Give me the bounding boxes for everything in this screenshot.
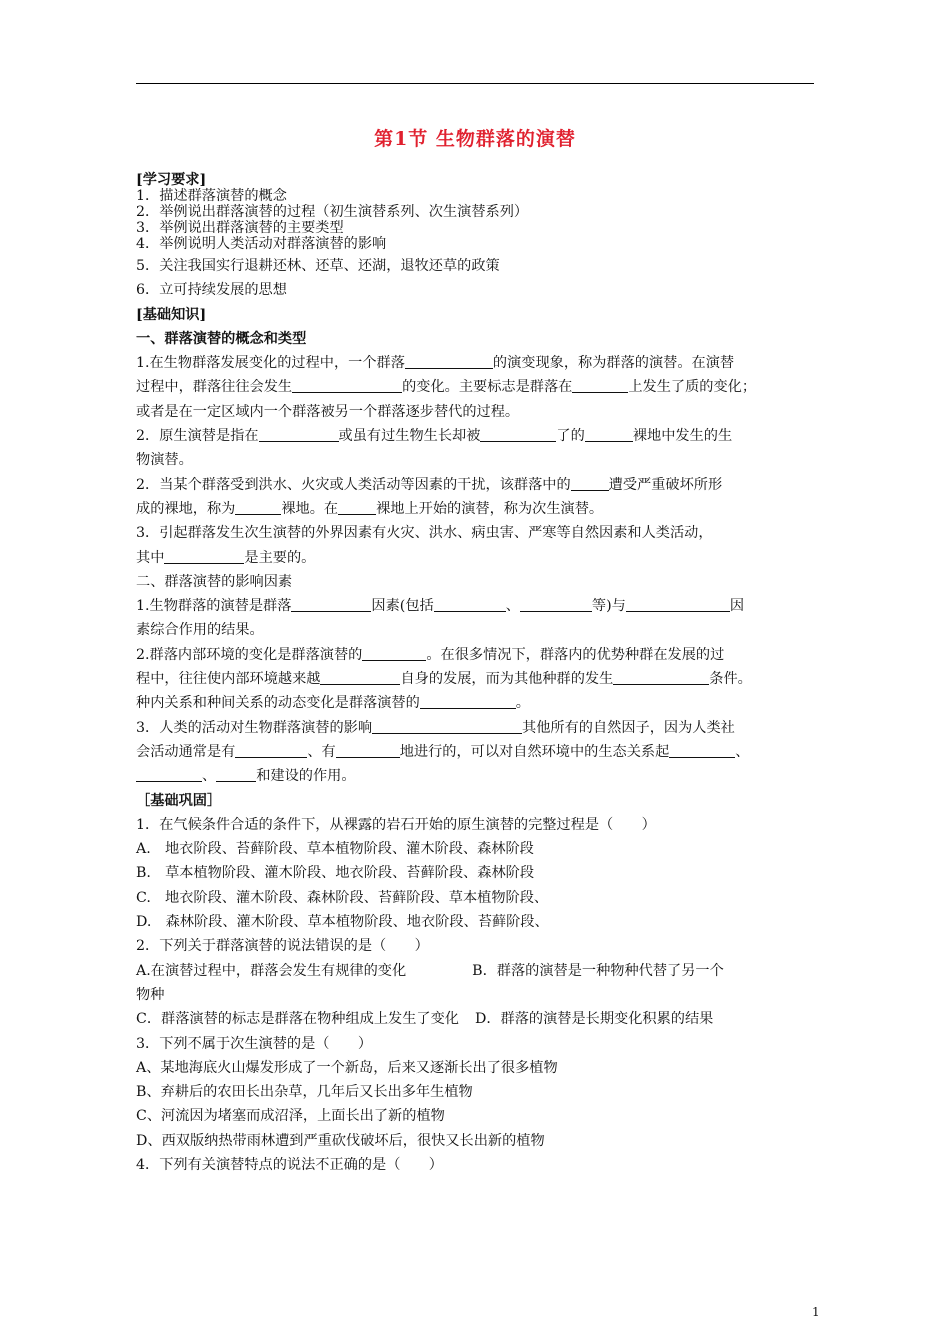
- fill-blank[interactable]: [291, 597, 371, 612]
- requirement-item: 6．立可持续发展的思想: [136, 282, 287, 299]
- fill-blank[interactable]: [259, 427, 339, 442]
- text: 1.生物群落的演替是群落: [136, 598, 292, 615]
- answer-option: A. 地衣阶段、苔藓阶段、草本植物阶段、灌木阶段、森林阶段: [136, 841, 534, 858]
- text: 2．当某个群落受到洪水、火灾或人类活动等因素的干扰，该群落中的: [136, 476, 571, 493]
- fill-blank[interactable]: [235, 743, 307, 758]
- answer-option: C．群落演替的标志是群落在物种组成上发生了变化: [136, 1011, 459, 1028]
- text: 1.在生物群落发展变化的过程中，一个群落: [136, 355, 405, 372]
- text-line: [136, 716, 816, 740]
- requirement-item: 4．举例说明人类活动对群落演替的影响: [136, 236, 387, 252]
- answer-option: D．群落的演替是长期变化积累的结果: [474, 1011, 714, 1028]
- text: 成的裸地，称为: [136, 500, 236, 517]
- answer-options-row: [136, 1007, 816, 1031]
- text-line: [136, 594, 816, 618]
- text: 地进行的，可以对自然环境中的生态关系起: [399, 743, 670, 760]
- fill-blank[interactable]: [480, 427, 556, 442]
- requirement-item: 2．举例说出群落演替的过程（初生演替系列、次生演替系列）: [136, 204, 529, 220]
- text: 裸地。在: [281, 500, 339, 517]
- question-stem: 3．下列不属于次生演替的是（ ）: [136, 1035, 373, 1052]
- header-rule: [136, 83, 814, 84]
- text-line: [136, 351, 816, 375]
- text: 种内关系和种间关系的动态变化是群落演替的: [136, 695, 420, 712]
- requirement-item: 5．关注我国实行退耕还林、还草、还湖，退牧还草的政策: [136, 258, 500, 274]
- fill-blank[interactable]: [405, 354, 493, 369]
- text: 是主要的。: [244, 549, 316, 566]
- requirement-item: 1．描述群落演替的概念: [136, 188, 287, 204]
- text: 3．人类的活动对生物群落演替的影响: [136, 719, 373, 736]
- text: 条件。: [709, 671, 752, 688]
- text: 裸地中发生的生: [632, 428, 733, 445]
- text: 的变化。主要标志是群落在: [402, 379, 573, 396]
- fill-blank[interactable]: [420, 694, 516, 709]
- question-stem: 1．在气候条件合适的条件下，从裸露的岩石开始的原生演替的完整过程是（ ）: [136, 816, 656, 833]
- question-stem: 4．下列有关演替特点的说法不正确的是（ ）: [136, 1156, 443, 1173]
- answer-option: B、弃耕后的农田长出杂草，几年后又长出多年生植物: [136, 1084, 473, 1101]
- text-line: 3．引起群落发生次生演替的外界因素有火灾、洪水、病虫害、严寒等自然因素和人类活动，: [136, 525, 713, 542]
- text: 。: [515, 695, 530, 712]
- document-body: [136, 172, 816, 1177]
- fill-blank[interactable]: [216, 767, 256, 782]
- answer-option: C. 地衣阶段、灌木阶段、森林阶段、苔藓阶段、草本植物阶段、: [136, 889, 549, 906]
- answer-option: A.在演替过程中，群落会发生有规律的变化: [136, 962, 407, 979]
- text-line: [136, 764, 816, 788]
- consolidate-heading: ［基础巩固］: [136, 792, 222, 809]
- page-title: 第1节 生物群落的演替: [374, 128, 576, 150]
- knowledge-heading: [基础知识]: [136, 306, 207, 323]
- answer-option-continued: 物种: [136, 986, 165, 1003]
- answer-option: D、西双版纳热带雨林遭到严重砍伐破坏后，很快又长出新的植物: [136, 1132, 545, 1149]
- text-line: 素综合作用的结果。: [136, 622, 264, 639]
- question-stem: 2．下列关于群落演替的说法错误的是（ ）: [136, 938, 429, 955]
- text: 因素(包括: [371, 598, 434, 615]
- text-line: [136, 473, 816, 497]
- fill-blank[interactable]: [338, 500, 376, 515]
- text-line: [136, 643, 816, 667]
- fill-blank[interactable]: [571, 476, 609, 491]
- text-line: 或者是在一定区域内一个群落被另一个群落逐步替代的过程。: [136, 403, 520, 420]
- fill-blank[interactable]: [520, 597, 592, 612]
- text: 自身的发展，而为其他种群的发生: [400, 671, 614, 688]
- text: 2.群落内部环境的变化是群落演替的: [136, 646, 363, 663]
- fill-blank[interactable]: [164, 549, 244, 564]
- fill-blank[interactable]: [320, 670, 400, 685]
- text: 等)与: [591, 598, 626, 615]
- text: 的演变现象，称为群落的演替。在演替: [492, 355, 735, 372]
- text: 其他所有的自然因子，因为人类社: [522, 719, 735, 736]
- fill-blank[interactable]: [336, 743, 400, 758]
- fill-blank[interactable]: [362, 646, 426, 661]
- text: 遭受严重破坏所形: [608, 476, 723, 493]
- fill-blank[interactable]: [292, 378, 402, 393]
- text: 2．原生演替是指在: [136, 428, 259, 445]
- text-line: [136, 424, 816, 448]
- page-number: 1: [812, 1305, 820, 1319]
- text-line: [136, 691, 816, 715]
- fill-blank[interactable]: [372, 719, 522, 734]
- fill-blank[interactable]: [585, 427, 633, 442]
- answer-option: A、某地海底火山爆发形成了一个新岛，后来又逐渐长出了很多植物: [136, 1059, 558, 1076]
- text-line: [136, 546, 816, 570]
- section-1-heading: 一、群落演替的概念和类型: [136, 330, 307, 347]
- text-line: 物演替。: [136, 452, 193, 469]
- fill-blank[interactable]: [136, 767, 202, 782]
- text-line: [136, 497, 816, 521]
- text: 裸地上开始的演替，称为次生演替。: [376, 500, 604, 517]
- answer-option: D. 森林阶段、灌木阶段、草本植物阶段、地衣阶段、苔藓阶段、: [136, 914, 549, 931]
- requirement-item: 3．举例说出群落演替的主要类型: [136, 220, 344, 236]
- fill-blank[interactable]: [572, 378, 628, 393]
- fill-blank[interactable]: [613, 670, 709, 685]
- text: 会活动通常是有: [136, 743, 236, 760]
- text: 程中，往往使内部环境越来越: [136, 671, 321, 688]
- fill-blank[interactable]: [235, 500, 281, 515]
- fill-blank[interactable]: [669, 743, 735, 758]
- text: 因: [729, 598, 745, 615]
- text-line: [136, 740, 816, 764]
- answer-option: B. 草本植物阶段、灌木阶段、地衣阶段、苔藓阶段、森林阶段: [136, 865, 535, 882]
- text-line: [136, 375, 816, 399]
- text: 其中: [136, 549, 165, 566]
- text-line: [136, 667, 816, 691]
- text: 、: [735, 743, 750, 760]
- text: 或虽有过生物生长却被: [338, 428, 481, 445]
- answer-option: C、河流因为堵塞而成沼泽，上面长出了新的植物: [136, 1108, 445, 1125]
- text: 过程中，群落往往会发生: [136, 379, 293, 396]
- text: 了的: [556, 428, 585, 445]
- text: 和建设的作用。: [256, 768, 356, 785]
- text: 。在很多情况下，群落内的优势种群在发展的过: [426, 646, 725, 663]
- answer-option: B．群落的演替是一种物种代替了另一个: [472, 962, 724, 979]
- text: 上发生了质的变化；: [628, 379, 757, 396]
- fill-blank[interactable]: [434, 597, 506, 612]
- section-2-heading: 二、群落演替的影响因素: [136, 573, 293, 590]
- answer-options-row: [136, 959, 816, 983]
- requirements-heading: [学习要求]: [136, 172, 207, 188]
- fill-blank[interactable]: [626, 597, 730, 612]
- text: 、有: [307, 743, 336, 760]
- text: 、: [505, 598, 520, 615]
- text: 、: [202, 768, 217, 785]
